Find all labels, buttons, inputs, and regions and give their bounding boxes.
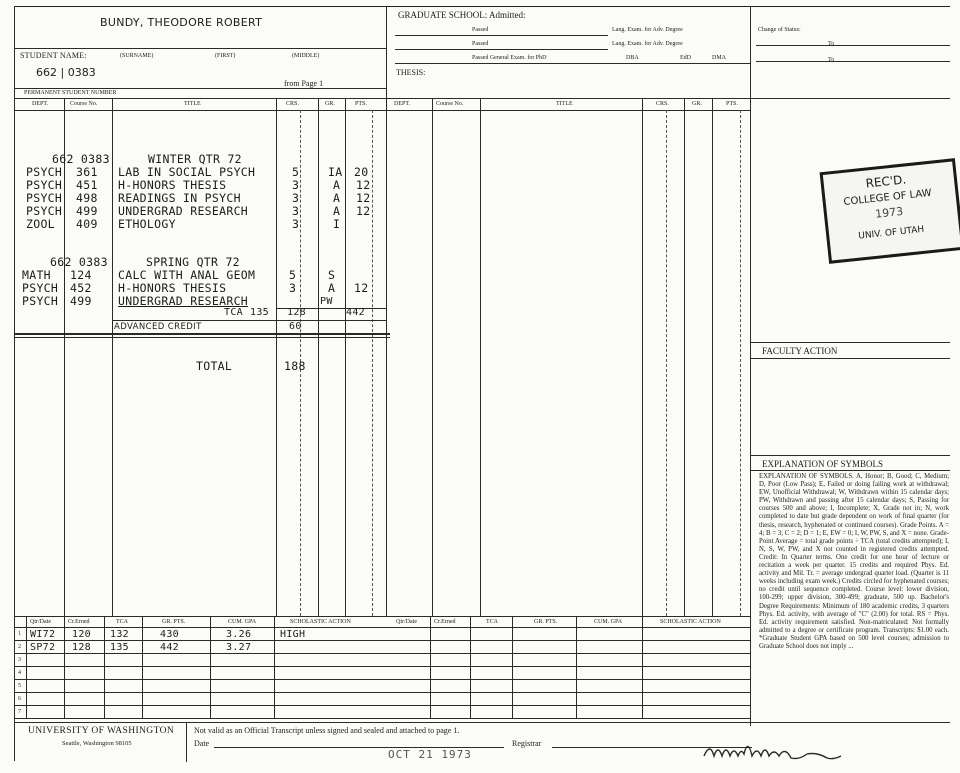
col-pts-right: PTS. [726, 101, 738, 107]
winter-pts-1: 20 [354, 165, 369, 179]
spring-gr-3: PW [320, 296, 333, 307]
summary-gpa-2: 3.27 [226, 642, 252, 653]
passed-1: Passed [472, 27, 489, 33]
summary-h-tca: TCA [116, 619, 128, 625]
winter-num-1: 361 [76, 165, 98, 179]
double-line-1 [14, 333, 390, 335]
summary-tca-1: 132 [110, 629, 129, 640]
summary-h-qtr-right: Qtr/Date [396, 619, 417, 625]
summary-v-tca [142, 616, 143, 718]
advanced-credit-value: 60 [289, 321, 302, 332]
total-value: 188 [284, 359, 306, 373]
tca-pts: 442 [346, 307, 365, 318]
spring-num-2: 452 [70, 281, 92, 295]
summary-qtr-1: WI72 [30, 629, 56, 640]
double-line-2 [14, 337, 390, 338]
winter-num-4: 499 [76, 204, 98, 218]
col-crs-right: CRS. [656, 101, 669, 107]
from-page: from Page 1 [284, 79, 324, 88]
spring-pts-2: 12 [354, 281, 369, 295]
col-dept: DEPT. [32, 101, 49, 107]
explanation-bottom-line [750, 470, 950, 471]
university-city: Seattle, Washington 98105 [62, 740, 132, 747]
number-line [14, 88, 386, 89]
footer-divider [186, 722, 187, 762]
to-2: To [828, 57, 835, 63]
summary-v-num [26, 616, 27, 718]
grid-v-gr-right [712, 98, 713, 616]
change-status: Change of Status: [758, 27, 801, 33]
advanced-credit-label: ADVANCED CREDIT [114, 322, 202, 332]
col-course-no-right: Course No. [436, 101, 464, 107]
explanation-left-line [750, 616, 751, 726]
summary-v-gr [210, 616, 211, 718]
spring-title-1: CALC WITH ANAL GEOM [118, 268, 256, 282]
summary-row-line-4 [14, 679, 750, 680]
top-border [14, 6, 950, 7]
tca-value: 135 [250, 307, 269, 318]
summary-h-cr-right: Cr.Erned [434, 619, 456, 625]
spring-dept-3: PSYCH [22, 294, 59, 308]
summary-h-gpa-right: CUM. GPA [594, 619, 623, 625]
summary-v-qtr-right [430, 616, 431, 718]
grid-v-course-right [480, 98, 481, 616]
summary-h-cr: Cr.Erned [68, 619, 90, 625]
summary-v-gpa-right [642, 616, 643, 718]
to-1: To [828, 41, 835, 47]
winter-title-3: READINGS IN PSYCH [118, 191, 241, 205]
col-title: TITLE [184, 101, 201, 107]
lang-exam-2: Lang. Exam. for Adv. Degree [612, 41, 683, 47]
left-border [14, 6, 15, 761]
summary-h-action: SCHOLASTIC ACTION [290, 619, 351, 625]
winter-dept-3: PSYCH [26, 191, 63, 205]
spring-header-number: 662 0383 [50, 255, 108, 269]
summary-v-cr [104, 616, 105, 718]
dba-label: DBA [626, 55, 639, 61]
university-name: UNIVERSITY OF WASHINGTON [28, 726, 175, 736]
grid-v-dept-right [432, 98, 433, 616]
winter-crs-4: 3 [292, 204, 300, 218]
general-exam: Passed General Exam. for PhD [472, 55, 547, 61]
spring-gr-1: S [328, 268, 336, 282]
grid-v-title [276, 98, 277, 616]
permanent-number-label: PERMANENT STUDENT NUMBER [24, 90, 117, 96]
summary-h-gpa: CUM. GPA [228, 619, 257, 625]
col-title-right: TITLE [556, 101, 573, 107]
passed-2-line [395, 49, 608, 50]
explanation-title: EXPLANATION OF SYMBOLS [762, 459, 884, 469]
grid-v-crs [318, 98, 319, 616]
grid-v-crs-right [684, 98, 685, 616]
date-label: Date [194, 739, 210, 748]
spring-num-3: 499 [70, 294, 92, 308]
surname-label: (SURNAME) [120, 53, 154, 59]
summary-tca-2: 135 [110, 642, 129, 653]
summary-row-line-1 [14, 640, 750, 641]
colhead-bottom-line [14, 110, 386, 111]
winter-gr-2: A [333, 178, 341, 192]
faculty-top-line [750, 342, 950, 343]
summary-qtr-2: SP72 [30, 642, 56, 653]
summary-row-num-2: 2 [18, 644, 21, 650]
summary-v-cr-right [470, 616, 471, 718]
grid-v-course [112, 98, 113, 616]
col-gr-right: GR. [692, 101, 702, 107]
spring-crs-1: 5 [289, 268, 297, 282]
grid-v-gr [345, 98, 346, 616]
student-name-label: STUDENT NAME: [20, 51, 87, 60]
tca-label: TCA [224, 307, 243, 318]
winter-num-5: 409 [76, 217, 98, 231]
summary-row-line-2 [14, 653, 750, 654]
student-number: 662 | 0383 [36, 66, 96, 79]
graduate-title: GRADUATE SCHOOL: Admitted: [398, 10, 526, 20]
summary-row-num-6: 6 [18, 696, 21, 702]
winter-title-1: LAB IN SOCIAL PSYCH [118, 165, 256, 179]
winter-title-5: ETHOLOGY [118, 217, 176, 231]
tca-bottom-line [112, 320, 386, 321]
summary-gpa-1: 3.26 [226, 629, 252, 640]
faculty-action-label: FACULTY ACTION [762, 346, 838, 356]
passed-2: Passed [472, 41, 489, 47]
grid-dash-crs-right [666, 110, 667, 616]
stamp-line-4: UNIV. OF UTAH [857, 224, 925, 242]
middle-label: (MIDDLE) [292, 53, 320, 59]
dma-label: DMA [712, 55, 727, 61]
winter-header-number: 662 0383 [52, 152, 110, 166]
winter-dept-5: ZOOL [26, 217, 55, 231]
total-label: TOTAL [196, 359, 233, 373]
spring-header-qtr: SPRING QTR 72 [146, 255, 240, 269]
right-colhead-bottom-line [386, 110, 750, 111]
winter-crs-1: 5 [292, 165, 300, 179]
summary-v-tca-right [512, 616, 513, 718]
winter-title-4: UNDERGRAD RESEARCH [118, 204, 249, 218]
to-1-line [756, 45, 950, 46]
grid-v-title-right [642, 98, 643, 616]
summary-gr-2: 442 [160, 642, 179, 653]
summary-cr-1: 120 [72, 629, 91, 640]
passed-1-line [395, 35, 608, 36]
registrar-signature [700, 738, 850, 768]
summary-row-num-5: 5 [18, 683, 21, 689]
general-line [395, 63, 750, 64]
grid-dash-pts-right [740, 110, 741, 616]
summary-row-line-5 [14, 692, 750, 693]
spring-num-1: 124 [70, 268, 92, 282]
name-line [14, 48, 386, 49]
summary-h-gr-right: GR. PTS. [534, 619, 558, 625]
date-stamp: OCT 21 1973 [388, 748, 472, 761]
colhead-top-line [14, 98, 386, 99]
summary-row-line-3 [14, 666, 750, 667]
summary-cr-2: 128 [72, 642, 91, 653]
tca-crs: 128 [287, 307, 306, 318]
edd-label: EdD [680, 55, 691, 61]
lang-exam-1: Lang. Exam. for Adv. Degree [612, 27, 683, 33]
spring-dept-2: PSYCH [22, 281, 59, 295]
summary-top-line [14, 616, 750, 617]
col-dept-right: DEPT. [394, 101, 411, 107]
winter-num-2: 451 [76, 178, 98, 192]
winter-gr-5: I [333, 217, 341, 231]
student-name: BUNDY, THEODORE ROBERT [100, 16, 263, 29]
winter-gr-1: IA [328, 165, 343, 179]
grid-v-dept [64, 98, 65, 616]
winter-dept-1: PSYCH [26, 165, 63, 179]
summary-row-num-1: 1 [18, 631, 21, 637]
spring-dept-1: MATH [22, 268, 51, 282]
to-2-line [756, 61, 950, 62]
winter-crs-5: 3 [292, 217, 300, 231]
summary-h-gr: GR. PTS. [162, 619, 186, 625]
summary-v-gr-right [576, 616, 577, 718]
spring-title-3: UNDERGRAD RESEARCH [118, 294, 249, 308]
winter-pts-3: 12 [356, 191, 371, 205]
right-colhead-top-line [386, 98, 950, 99]
winter-pts-2: 12 [356, 178, 371, 192]
thesis-label: THESIS: [396, 68, 426, 77]
winter-gr-4: A [333, 204, 341, 218]
winter-dept-4: PSYCH [26, 204, 63, 218]
faculty-bottom-line [750, 358, 950, 359]
summary-v-gpa [274, 616, 275, 718]
winter-crs-3: 3 [292, 191, 300, 205]
received-stamp [820, 158, 960, 264]
spring-crs-2: 3 [289, 281, 297, 295]
registrar-label: Registrar [512, 739, 542, 748]
summary-gr-1: 430 [160, 629, 179, 640]
first-label: (FIRST) [215, 53, 236, 59]
footer-top-line [14, 722, 950, 723]
spring-gr-2: A [328, 281, 336, 295]
stamp-line-1: REC'D. [864, 172, 907, 191]
col-pts: PTS. [355, 101, 367, 107]
summary-action-1: HIGH [280, 629, 306, 640]
winter-crs-2: 3 [292, 178, 300, 192]
transcript-notice: Not valid as an Official Transcript unless signed and sealed and attached to page 1. [194, 726, 460, 735]
explanation-top-line [750, 455, 950, 456]
winter-gr-3: A [333, 191, 341, 205]
explanation-text: EXPLANATION OF SYMBOLS. A, Honor; B, Good; C, Medium; D, Poor (Low Pass); E, Failed or doing failing work at withdrawal; EW, Unofficial Withdrawal; W, Withdrawn within 15 calendar days; PW, Withdrawn and passing after 15 calendar days; S, Passing for courses 500 and above; I, Incomplete; X, Grade not in; N, work completed to date but grade dependent on work of final quarter (for thesis, research, hyphenated or continued courses). Grade Points. A = 4; B = 3; C = 2; D = 1; E, EW = 0; I, W, PW, S, and X = none. Grade-Point Average = total grade points ÷ TCA (total credits attempted); I, N, S, W, PW, and X not counted in registered credits attempted. Credit: In Quarter terms. One credit for one hour of lecture or recitation a week per quarter. 15 credits and required Phys. Ed. activity and Mil. Tr. = average undergrad quarter load. (Quarter is 11 weeks including exam week.) Credits circled for hyphenated courses; no credit until sequence completed. Course level: lower division, 100-299; upper division, 300-499; graduate, 500 up. Bachelor's Degree Requirements: Minimum of 180 academic credits, 3 quarters Phys. Ed. activity, with average of "C" (2.00) for total. RS = Phys. Ed. activity requirement satisfied. Non-matriculated: Not formally admitted to a degree or certificate program. Transcripts: $1.00 each. *Graduate Student GPA based on 500 level courses; admission to Graduate School does not imply ... [759, 473, 949, 650]
winter-pts-4: 12 [356, 204, 371, 218]
col-gr: GR. [325, 101, 335, 107]
summary-v-qtr [64, 616, 65, 718]
stamp-line-2: COLLEGE OF LAW [843, 187, 933, 208]
winter-header-qtr: WINTER QTR 72 [148, 152, 242, 166]
summary-row-num-3: 3 [18, 657, 21, 663]
summary-h-qtr: Qtr/Date [30, 619, 51, 625]
winter-dept-2: PSYCH [26, 178, 63, 192]
summary-h-tca-right: TCA [486, 619, 498, 625]
summary-h-action-right: SCHOLASTIC ACTION [660, 619, 721, 625]
winter-num-3: 498 [76, 191, 98, 205]
summary-row-num-4: 4 [18, 670, 21, 676]
stamp-line-3: 1973 [874, 204, 904, 221]
col-course-no: Course No. [70, 101, 98, 107]
summary-header-line [14, 627, 750, 628]
summary-row-line-7 [14, 718, 750, 719]
spring-title-2: H-HONORS THESIS [118, 281, 227, 295]
summary-row-line-6 [14, 705, 750, 706]
summary-row-num-7: 7 [18, 709, 21, 715]
col-crs: CRS. [286, 101, 299, 107]
winter-title-2: H-HONORS THESIS [118, 178, 227, 192]
grid-dash-pts [372, 110, 373, 616]
